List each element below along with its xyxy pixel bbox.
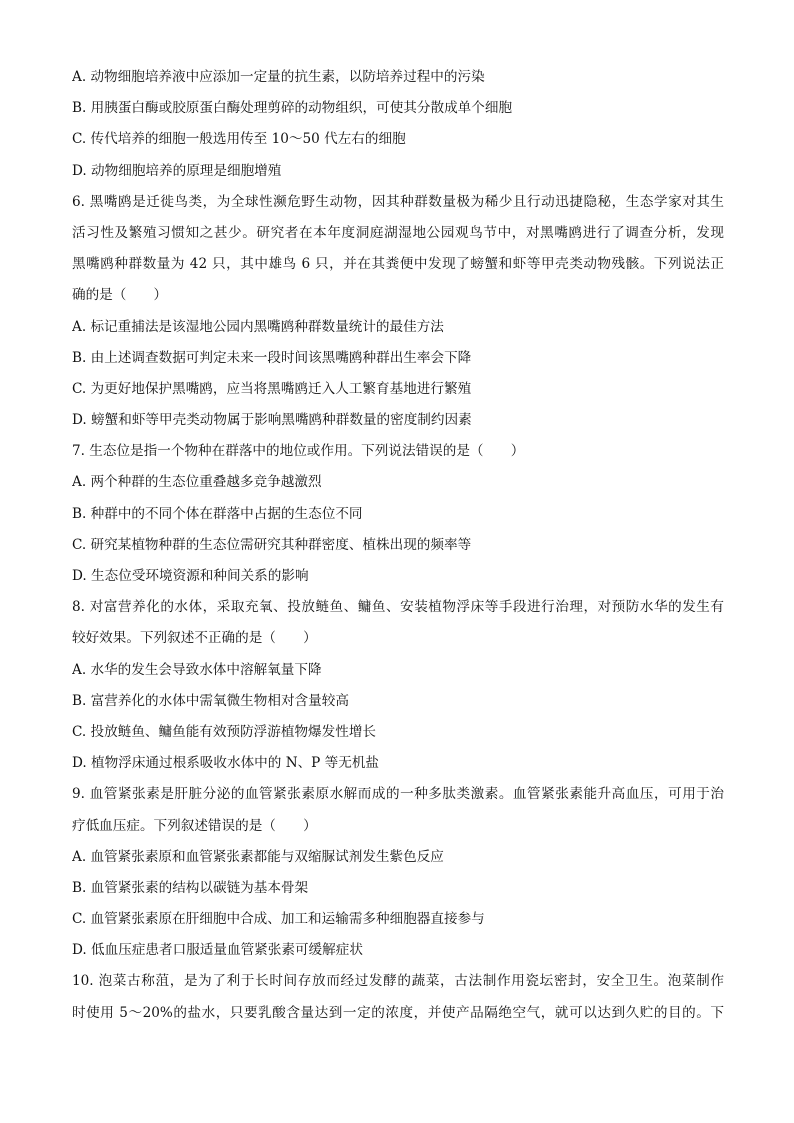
q9-option-b: B. 血管紧张素的结构以碳链为基本骨架 [72, 879, 309, 896]
q6-stem-line-1: 6. 黑嘴鸥是迁徙鸟类，为全球性濒危野生动物，因其种群数量极为稀少且行动迅捷隐秘，生态学家对其生 [72, 193, 724, 210]
q7-option-a: A. 两个种群的生态位重叠越多竞争越激烈 [72, 474, 322, 491]
q8-option-b: B. 富营养化的水体中需氧微生物相对含量较高 [72, 692, 349, 709]
q7-option-d: D. 生态位受环境资源和种间关系的影响 [72, 568, 309, 584]
question-text-block [72, 62, 724, 1029]
q5-option-a: A. 动物细胞培养液中应添加一定量的抗生素，以防培养过程中的污染 [72, 69, 485, 85]
q8-stem-line-1: 8. 对富营养化的水体，采取充氧、投放鲢鱼、鳙鱼、安装植物浮床等手段进行治理，对预防水华的发生有 [72, 599, 724, 616]
q8-option-d: D. 植物浮床通过根系吸收水体中的 N、P 等无机盐 [72, 755, 380, 772]
q10-stem-line-1: 10. 泡菜古称菹，是为了利于长时间存放而经过发酵的蔬菜，古法制作用瓷坛密封，安全卫生。泡菜制作 [72, 973, 724, 990]
q6-option-c: C. 为更好地保护黑嘴鸥，应当将黑嘴鸥迁入人工繁育基地进行繁殖 [72, 380, 472, 397]
q5-option-d: D. 动物细胞培养的原理是细胞增殖 [72, 162, 282, 179]
q10-stem-line-2: 时使用 5～20%的盐水，只要乳酸含量达到一定的浓度，并使产品隔绝空气，就可以达到久贮的目的。下 [72, 1004, 724, 1021]
q9-option-c: C. 血管紧张素原在肝细胞中合成、加工和运输需多种细胞器直接参与 [72, 911, 485, 928]
q6-stem-line-3: 黑嘴鸥种群数量为 42 只，其中雄鸟 6 只，并在其粪便中发现了螃蟹和虾等甲壳类动物残骸。下列说法正 [72, 256, 724, 273]
q9-option-d: D. 低血压症患者口服适量血管紧张素可缓解症状 [72, 942, 363, 959]
q7-option-b: B. 种群中的不同个体在群落中占据的生态位不同 [72, 505, 363, 522]
q8-option-a: A. 水华的发生会导致水体中溶解氧量下降 [72, 661, 322, 678]
q6-option-a: A. 标记重捕法是该湿地公园内黑嘴鸥种群数量统计的最佳方法 [72, 318, 444, 335]
q9-stem-line-2: 疗低血压症。下列叙述错误的是（ ） [72, 817, 317, 834]
q6-option-d: D. 螃蟹和虾等甲壳类动物属于影响黑嘴鸥种群数量的密度制约因素 [72, 412, 472, 429]
q7-stem: 7. 生态位是指一个物种在群落中的地位或作用。下列说法错误的是（ ） [72, 443, 525, 460]
q8-option-c: C. 投放鲢鱼、鳙鱼能有效预防浮游植物爆发性增长 [72, 723, 377, 740]
q5-option-c: C. 传代培养的细胞一般选用传至 10～50 代左右的细胞 [72, 131, 406, 148]
q9-stem-line-1: 9. 血管紧张素是肝脏分泌的血管紧张素原水解而成的一种多肽类激素。血管紧张素能升高血压，可用于治 [72, 786, 724, 803]
q6-stem-line-4: 确的是（ ） [72, 287, 168, 304]
q6-stem-line-2: 活习性及繁殖习惯知之甚少。研究者在本年度洞庭湖湿地公园观鸟节中，对黑嘴鸥进行了调查分析，发现 [72, 224, 724, 241]
q5-option-b: B. 用胰蛋白酶或胶原蛋白酶处理剪碎的动物组织，可使其分散成单个细胞 [72, 100, 513, 117]
q7-option-c: C. 研究某植物种群的生态位需研究其种群密度、植株出现的频率等 [72, 536, 472, 553]
q8-stem-line-2: 较好效果。下列叙述不正确的是（ ） [72, 630, 317, 647]
q6-option-b: B. 由上述调查数据可判定未来一段时间该黑嘴鸥种群出生率会下降 [72, 349, 472, 366]
q9-option-a: A. 血管紧张素原和血管紧张素都能与双缩脲试剂发生紫色反应 [72, 848, 444, 865]
